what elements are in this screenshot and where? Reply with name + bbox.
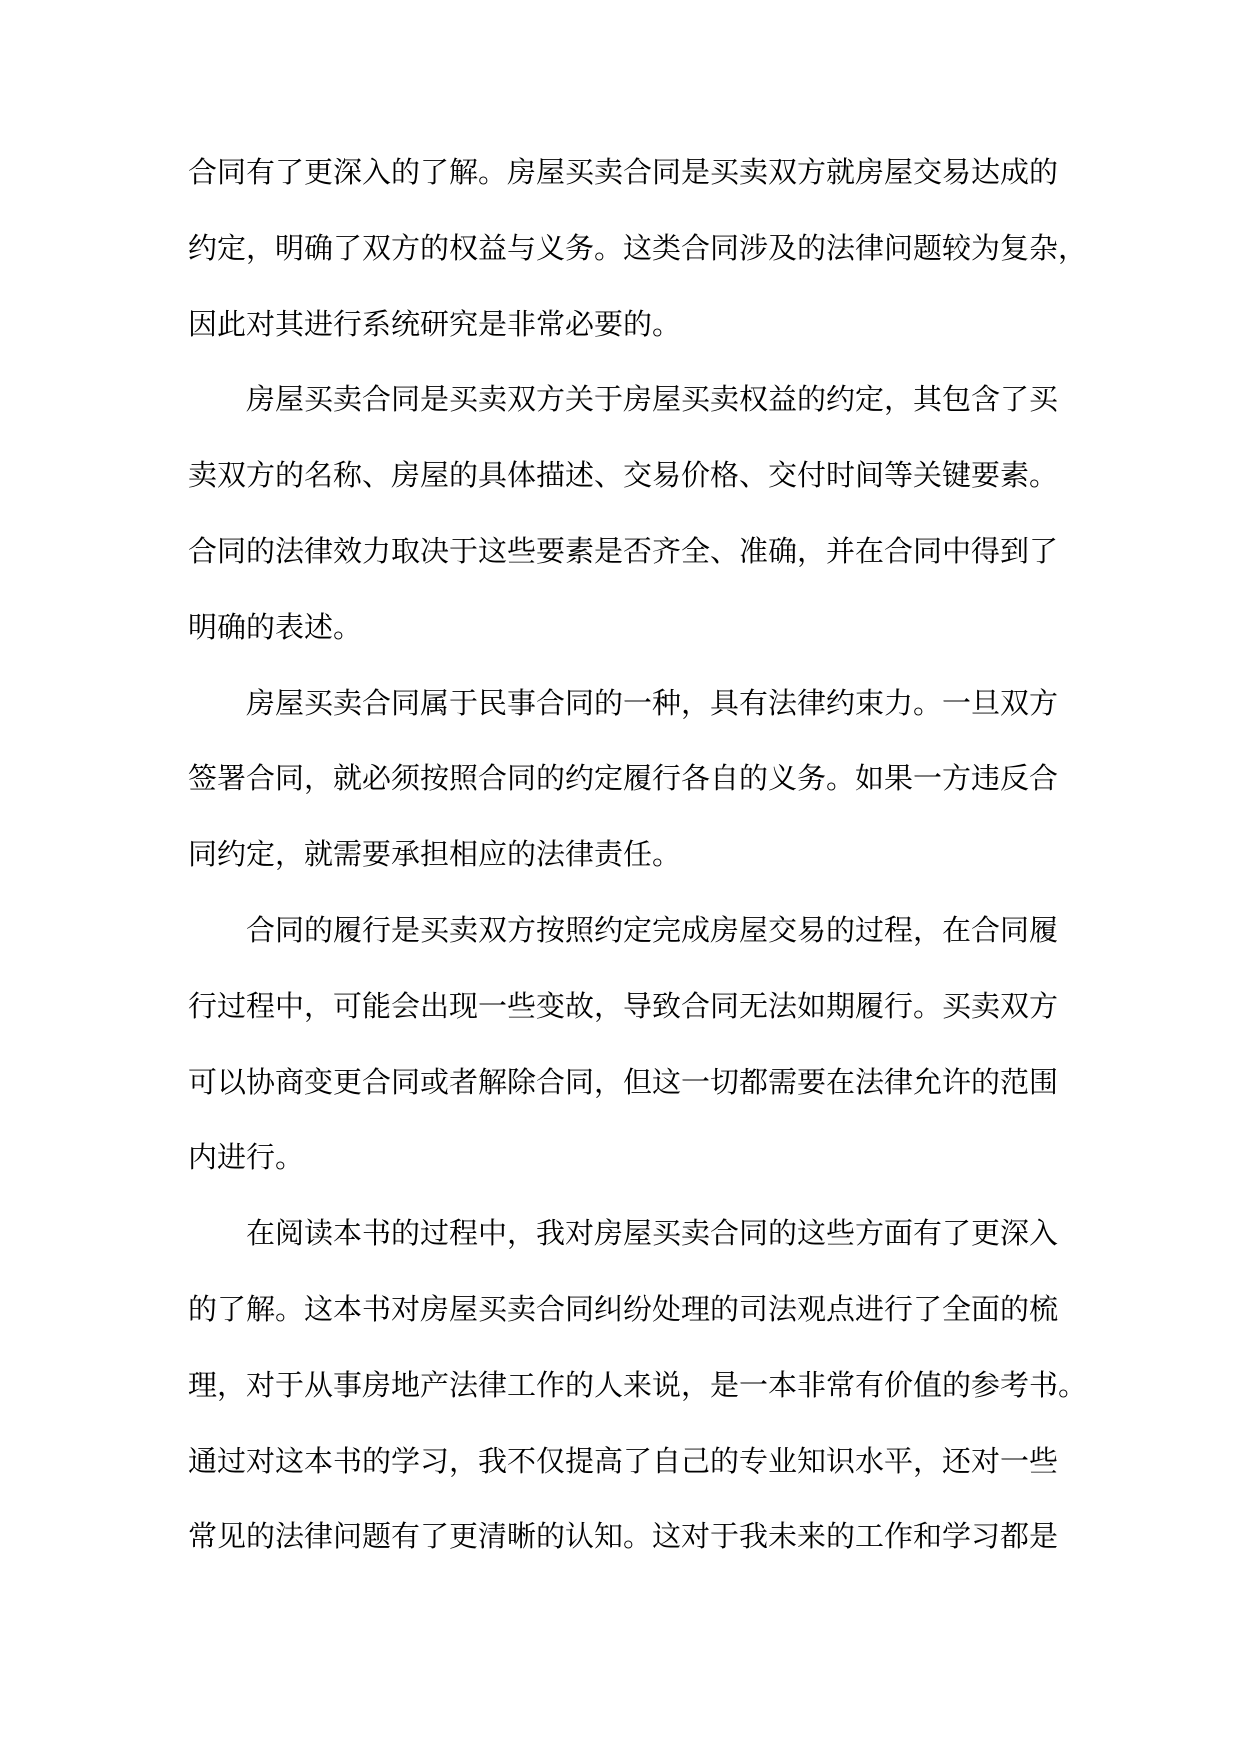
text-line: 签署合同，就必须按照合同的约定履行各自的义务。如果一方违反合 [188, 761, 1059, 796]
text-line: 因此对其进行系统研究是非常必要的。 [188, 306, 682, 341]
body-text [188, 140, 1088, 1580]
paragraph-first-line: 合同的履行是买卖双方按照约定完成房屋交易的过程，在合同履 [246, 912, 1059, 947]
text-line: 同约定，就需要承担相应的法律责任。 [188, 837, 682, 872]
text-line: 理，对于从事房地产法律工作的人来说，是一本非常有价值的参考书。 [188, 1367, 1088, 1402]
text-line: 内进行。 [188, 1140, 305, 1175]
text-line: 可以协商变更合同或者解除合同，但这一切都需要在法律允许的范围 [188, 1064, 1059, 1099]
text-line: 行过程中，可能会出现一些变故，导致合同无法如期履行。买卖双方 [188, 988, 1059, 1023]
paragraph-first-line: 房屋买卖合同是买卖双方关于房屋买卖权益的约定，其包含了买 [246, 382, 1059, 417]
paragraph-first-line: 房屋买卖合同属于民事合同的一种，具有法律约束力。一旦双方 [246, 685, 1059, 720]
text-line: 约定，明确了双方的权益与义务。这类合同涉及的法律问题较为复杂， [188, 230, 1088, 265]
paragraph-first-line: 在阅读本书的过程中，我对房屋买卖合同的这些方面有了更深入 [246, 1216, 1059, 1251]
text-line: 合同有了更深入的了解。房屋买卖合同是买卖双方就房屋交易达成的 [188, 155, 1059, 189]
text-line: 卖双方的名称、房屋的具体描述、交易价格、交付时间等关键要素。 [188, 458, 1059, 493]
text-line: 合同的法律效力取决于这些要素是否齐全、准确，并在合同中得到了 [188, 533, 1059, 568]
text-line: 常见的法律问题有了更清晰的认知。这对于我未来的工作和学习都是 [188, 1519, 1059, 1554]
text-line: 通过对这本书的学习，我不仅提高了自己的专业知识水平，还对一些 [188, 1443, 1059, 1478]
text-line: 的了解。这本书对房屋买卖合同纠纷处理的司法观点进行了全面的梳 [188, 1291, 1059, 1326]
text-line: 明确的表述。 [188, 609, 363, 644]
